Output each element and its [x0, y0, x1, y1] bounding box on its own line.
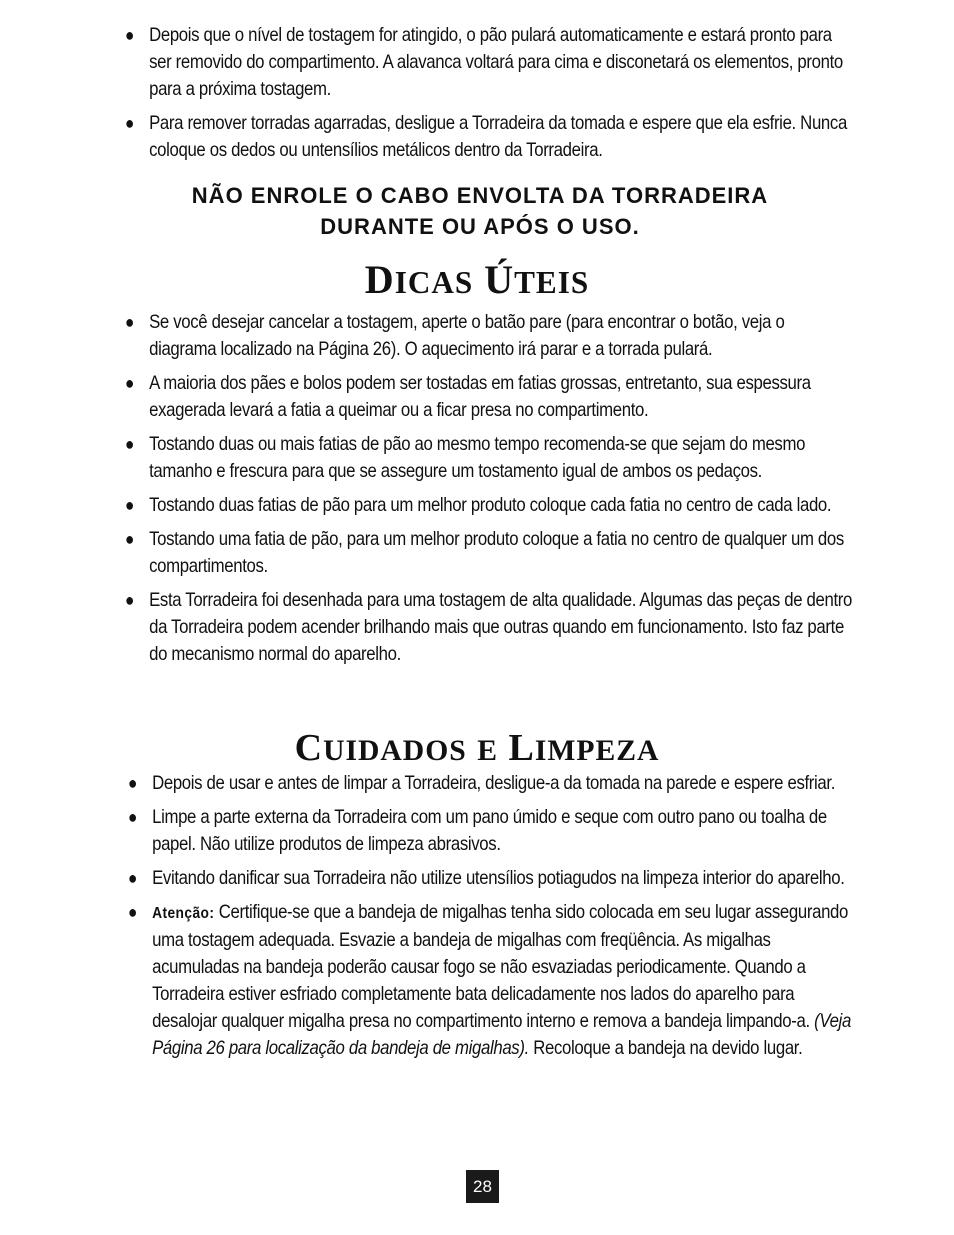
bullet-icon: ● — [125, 373, 135, 393]
list-item: ● Depois que o nível de tostagem for atingido, o pão pulará automaticamente e estará pronto para ser removido do compartimento. A alavanca voltará para cima e disconetará os elementos, pronto para a próxima tostagem. — [125, 24, 843, 100]
care-bullet-list — [128, 770, 954, 1069]
bullet-icon: ● — [125, 113, 135, 133]
list-item: ● A maioria dos pães e bolos podem ser tostadas em fatias grossas, entretanto, sua espessura exagerada levará a fatia a queimar ou a ficar presa no compartimento. — [125, 372, 811, 421]
warning-line-2: DURANTE OU APÓS O USO. — [320, 214, 640, 239]
list-item: ● Tostando duas fatias de pão para um melhor produto coloque cada fatia no centro de cada lado. — [125, 492, 854, 519]
bullet-icon: ● — [125, 25, 135, 45]
intro-bullet-list — [125, 22, 954, 171]
bullet-icon: ● — [128, 902, 138, 922]
list-item: ● Depois de usar e antes de limpar a Torradeira, desligue-a da tomada na parede e espere esfriar. — [128, 770, 857, 797]
list-item: ● Limpe a parte externa da Torradeira com um pano úmido e seque com outro pano ou toalha de papel. Não utilize produtos de limpeza abrasivos. — [128, 806, 827, 855]
care-heading: CUIDADOS E LIMPEZA — [294, 727, 660, 769]
bullet-icon: ● — [125, 434, 135, 454]
tips-bullet-list — [125, 309, 954, 675]
attention-text: Certifique-se que a bandeja de migalhas tenha sido colocada em seu lugar assegurando uma tostagem adequada. Esvazie a bandeja de migalhas com freqüência. As migalhas acumuladas na bandeja poderão causar fogo se não esvaziadas periodicamente. Quando a Torradeira estiver esfriado completamente bata delicadamente nos lados do aparelho para desalojar qualquer migalha presa no compartimento interno e remova a bandeja limpando-a. — [152, 901, 849, 1032]
bullet-icon: ● — [125, 590, 135, 610]
bullet-icon: ● — [125, 312, 135, 332]
bullet-icon: ● — [128, 868, 138, 888]
list-item: ● Para remover torradas agarradas, desligue a Torradeira da tomada e espere que ela esfrie. Nunca coloque os dedos ou untensílios metálicos dentro da Torradeira. — [125, 112, 847, 161]
warning-line-1: NÃO ENROLE O CABO ENVOLTA DA TORRADEIRA — [191, 183, 769, 208]
list-item: ● Se você desejar cancelar a tostagem, aperte o batão pare (para encontrar o botão, veja o diagrama localizado na Página 26). O aquecimento irá parar e a torrada pulará. — [125, 311, 785, 360]
attention-item — [128, 899, 857, 1062]
bullet-icon: ● — [125, 529, 135, 549]
bullet-icon: ● — [128, 773, 138, 793]
attention-tail: Recoloque a bandeja na devido lugar. — [533, 1037, 803, 1059]
tips-heading: DICAS ÚTEIS — [364, 257, 590, 302]
bullet-icon: ● — [128, 807, 138, 827]
list-item: ● Evitando danificar sua Torradeira não utilize utensílios potiagudos na limpeza interior do aparelho. — [128, 865, 857, 892]
bullet-icon: ● — [125, 495, 135, 515]
list-item: ● Tostando uma fatia de pão, para um melhor produto coloque a fatia no centro de qualquer um dos compartimentos. — [125, 528, 844, 577]
attention-reference: (Veja Página 26 para localização da bandeja de migalhas). — [152, 1010, 851, 1059]
list-item: ● Esta Torradeira foi desenhada para uma tostagem de alta qualidade. Algumas das peças de dentro da Torradeira podem acender brilhando mais que outras quando em funcionamento. Isto faz parte do mecanismo normal do aparelho. — [125, 589, 853, 665]
list-item: ● Tostando duas ou mais fatias de pão ao mesmo tempo recomenda-se que sejam do mesmo tamanho e frescura para que se assegure um tostamento igual de ambos os pedaços. — [125, 433, 806, 482]
page-number: 28 — [466, 1170, 499, 1203]
attention-label: Atenção: — [152, 905, 215, 922]
cord-warning — [120, 180, 840, 242]
